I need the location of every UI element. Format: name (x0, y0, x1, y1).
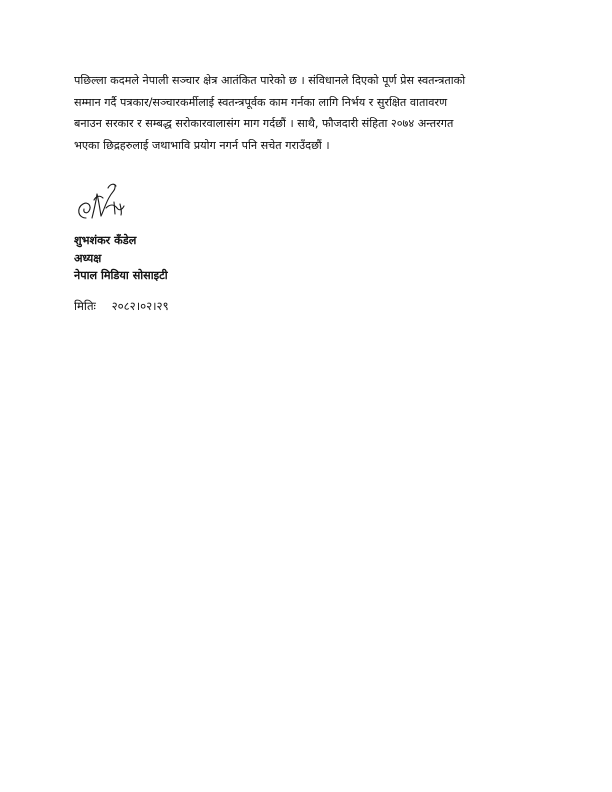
body-line: भएका छिद्रहरुलाई जथाभावि प्रयोग नगर्न पनि सचेत गराउँदछौं । (74, 138, 330, 152)
date-label: मितिः (74, 299, 96, 313)
handwritten-signature (70, 180, 134, 228)
body-line: सम्मान गर्दै पत्रकार/सञ्चारकर्मीलाई स्वतन्त्रपूर्वक काम गर्नका लागि निर्भय र सुरक्षित वातावरण (74, 95, 448, 109)
signatory-title: अध्यक्ष (74, 251, 102, 265)
letter-body (74, 70, 554, 156)
signatory-organization: नेपाल मिडिया सोसाइटी (74, 269, 168, 282)
signatory-name: शुभशंकर कँडेल (74, 234, 137, 247)
date-line (74, 297, 169, 315)
signature-block (74, 232, 168, 285)
date-value: २०८२।०२।२९ (111, 299, 169, 313)
body-line: बनाउन सरकार र सम्बद्ध सरोकारवालासंग माग गर्दछौं । साथै, फौजदारी संहिता २०७४ अन्तरगत (74, 117, 454, 130)
body-line: पछिल्ला कदमले नेपाली सञ्चार क्षेत्र आतंकित पारेको छ । संविधानले दिएको पूर्ण प्रेस स्वतन्त्रताको (74, 74, 466, 87)
